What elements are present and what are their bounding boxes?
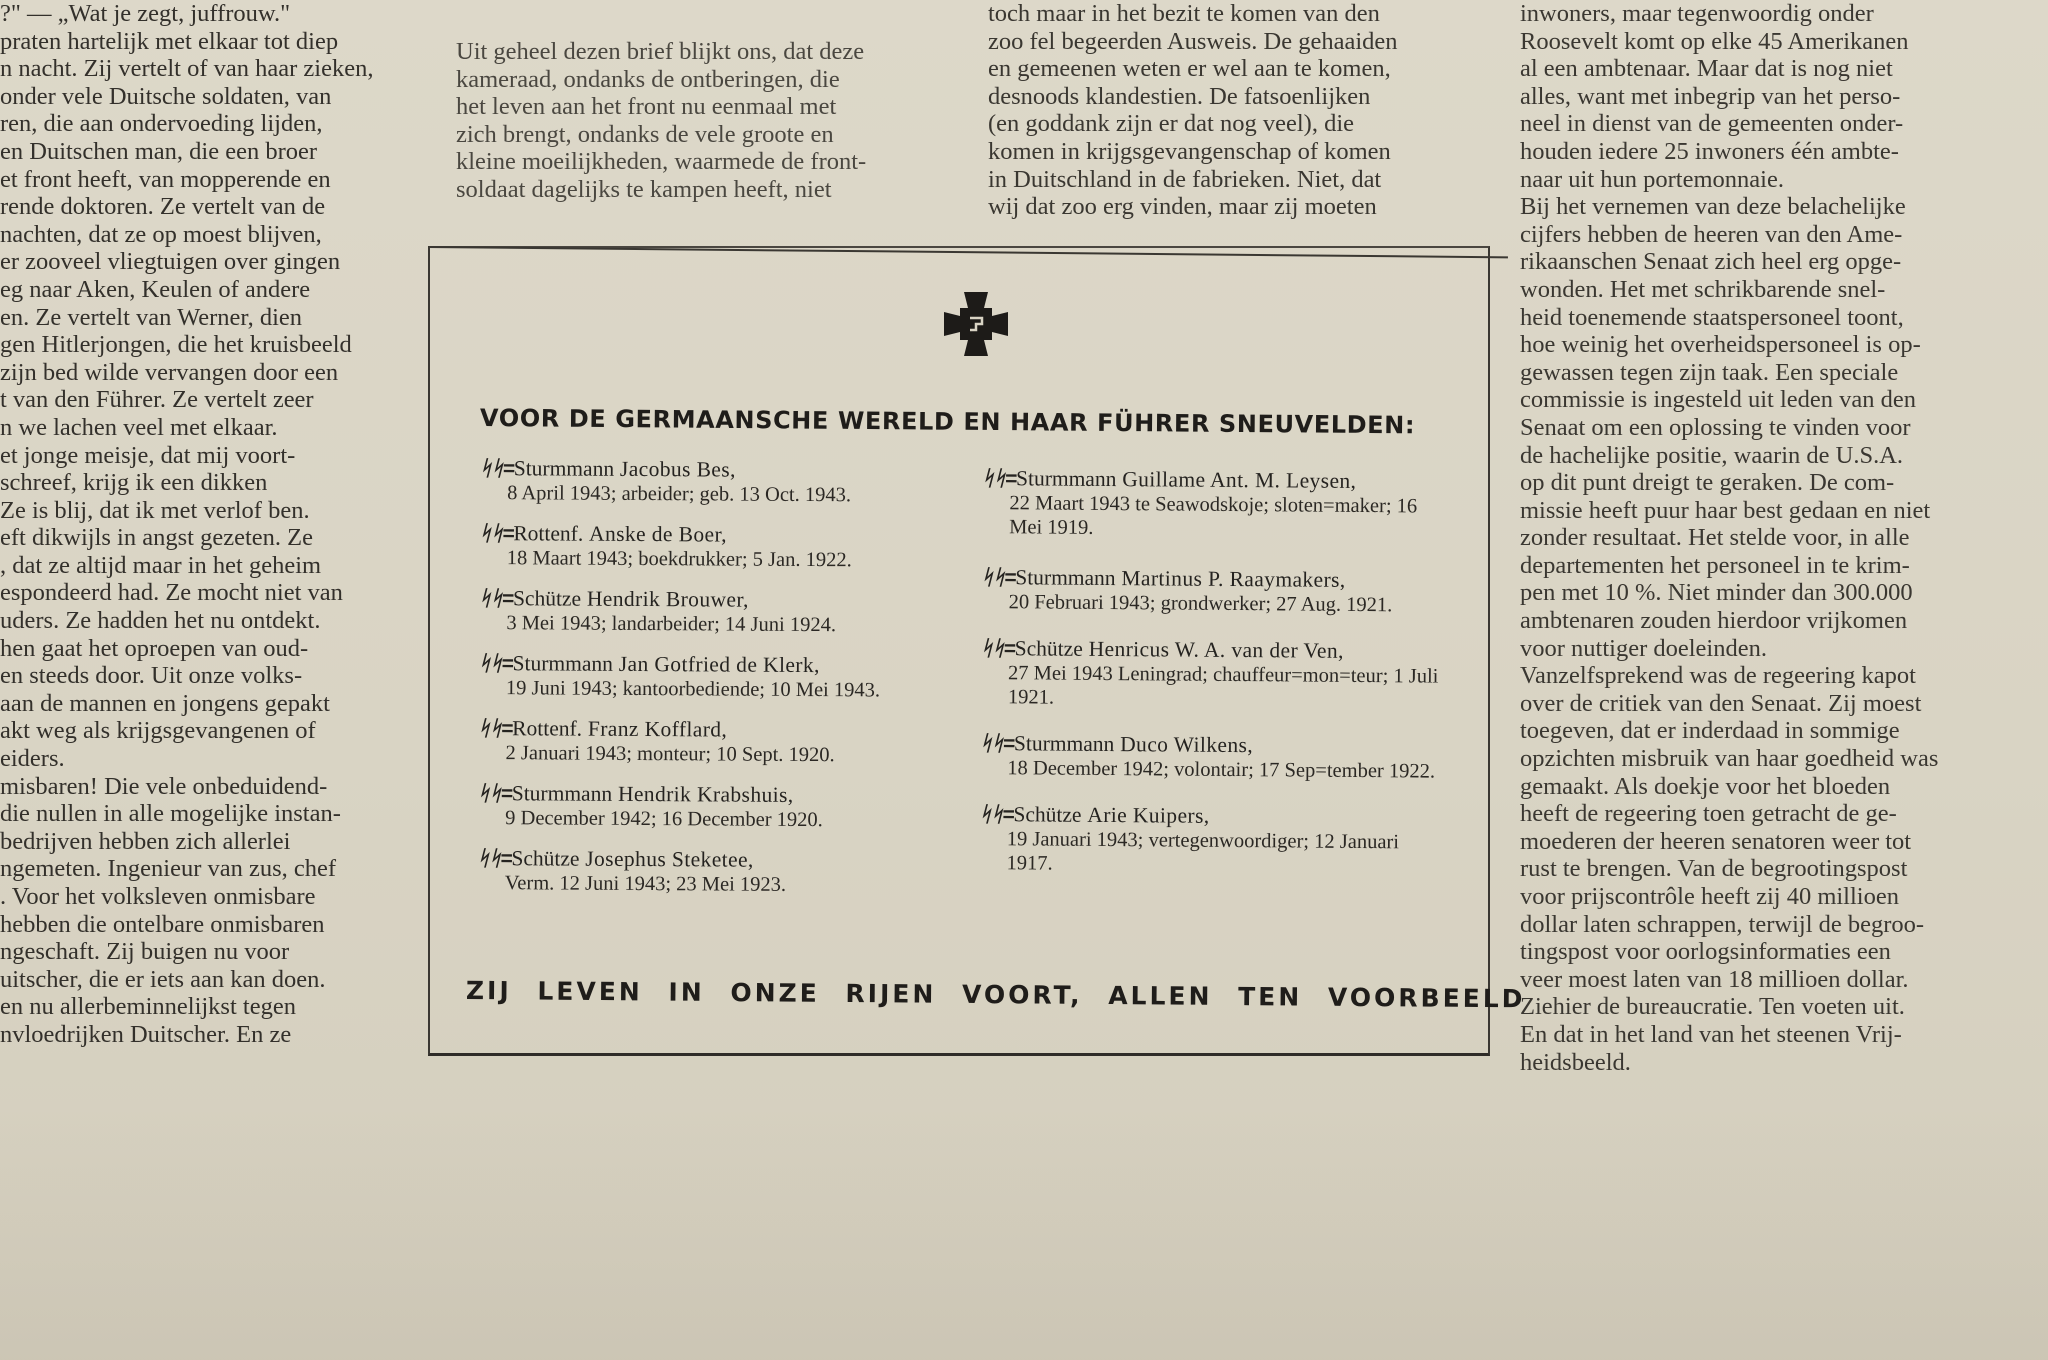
text-line: espondeerd had. Ze mocht niet van — [0, 579, 343, 607]
text-line: over de critiek van den Senaat. Zij moest — [1520, 689, 1922, 717]
entry-person-name: Hendrik Krabshuis, — [617, 781, 794, 807]
text-line: hebben die ontelbare onmisbaren — [0, 910, 325, 938]
text-line: en gemeenen weten er wel aan te komen, — [988, 55, 1391, 83]
entry-person-name: Duco Wilkens, — [1120, 732, 1254, 758]
text-line: eg naar Aken, Keulen of andere — [0, 275, 311, 303]
text-line: ngeschaft. Zij buigen nu voor — [0, 938, 290, 966]
fallen-entry — [479, 521, 939, 573]
text-line: wonden. Het met schrikbarende snel- — [1520, 275, 1886, 303]
column-middle-right — [988, 0, 1496, 221]
text-line: ren, die aan ondervoeding lijden, — [0, 110, 323, 138]
text-line: . Voor het volksleven onmisbare — [0, 883, 316, 910]
entry-rank: Sturmmann — [512, 651, 614, 676]
ss-prefix: ᛋᛋ= — [980, 566, 1016, 590]
entry-rank: Schütze — [1014, 636, 1083, 661]
ss-prefix: ᛋᛋ= — [479, 457, 514, 481]
entry-details: 3 Mei 1943; landarbeider; 14 Juni 1924. — [506, 612, 837, 637]
text-line: rende doktoren. Ze vertelt van de — [0, 193, 326, 221]
text-line: commissie is ingesteld uit leden van den — [1520, 386, 1917, 414]
text-line: zonder resultaat. Het stelde voor, in alle — [1520, 524, 1910, 552]
text-line: pen met 10 %. Niet minder dan 300.000 — [1520, 579, 1913, 607]
entry-person-name: Arie Kuipers, — [1087, 802, 1210, 828]
text-line: t van den Führer. Ze vertelt zeer — [0, 386, 314, 414]
column-middle-left — [456, 38, 956, 204]
fallen-entry — [478, 651, 938, 703]
entry-name — [980, 636, 1450, 665]
text-line: Ze is blij, dat ik met verlof ben. — [0, 496, 310, 524]
text-line: onder vele Duitsche soldaten, van — [0, 82, 332, 110]
text-line: gen Hitlerjongen, die het kruisbeeld — [0, 331, 352, 359]
text-line: n we lachen veel met elkaar. — [0, 413, 278, 441]
text-line: die nullen in alle mogelijke instan- — [0, 800, 341, 828]
text-line: rikaanschen Senaat zich heel erg opge- — [1520, 248, 1902, 276]
entry-rank: Sturmmann — [511, 781, 613, 806]
text-line: en steeds door. Uit onze volks- — [0, 662, 303, 690]
text-line: missie heeft puur haar best gedaan en niet — [1520, 496, 1931, 524]
text-line: ngemeten. Ingenieur van zus, chef — [0, 855, 337, 883]
text-line: al een ambtenaar. Maar dat is nog niet — [1520, 55, 1893, 83]
text-line: uders. Ze hadden het nu ontdekt. — [0, 607, 321, 635]
entry-details: 18 Maart 1943; boekdrukker; 5 Jan. 1922. — [506, 547, 852, 572]
fallen-list-right — [978, 466, 1451, 901]
text-line: Uit geheel dezen brief blijkt ons, dat deze — [456, 38, 865, 65]
text-line: akt weg als krijgsgevangenen of — [0, 717, 316, 745]
text-line: naar uit hun portemonnaie. — [1520, 165, 1784, 193]
text-line: eft dikwijls in angst gezeten. Ze — [0, 524, 313, 552]
text-line: neel in dienst van de gemeenten onder- — [1520, 110, 1904, 138]
entry-person-name: Jan Gotfried de Klerk, — [618, 651, 820, 678]
text-line: Bij het vernemen van deze belachelijke — [1520, 193, 1906, 221]
text-line: eiders. — [0, 745, 65, 773]
entry-details: Verm. 12 Juni 1943; 23 Mei 1923. — [504, 872, 787, 896]
fallen-entry — [478, 586, 938, 638]
text-line: hen gaat het oproepen van oud- — [0, 634, 309, 662]
text-line: toch maar in het bezit te komen van den — [988, 0, 1380, 27]
entry-rank: Sturmmann — [1013, 731, 1115, 757]
text-line: et jonge meisje, dat mij voort- — [0, 441, 296, 469]
entry-person-name: Hendrik Brouwer, — [586, 586, 749, 612]
entry-details: 22 Maart 1943 te Seawodskoje; sloten=maker; 16 Mei 1919. — [1009, 492, 1418, 539]
text-line: Senaat om een oplossing te vinden voor — [1520, 413, 1911, 441]
text-line: soldaat dagelijks te kampen heeft, niet — [456, 175, 832, 203]
text-line: komen in krijgsgevangenschap of komen — [988, 137, 1391, 165]
entry-name — [477, 846, 937, 874]
text-line: en nu allerbeminnelijkst tegen — [0, 993, 296, 1021]
entry-name — [981, 565, 1451, 594]
text-line: hoe weinig het overheidspersoneel is op- — [1520, 331, 1921, 359]
entry-name — [478, 651, 938, 679]
text-line: desnoods klandestien. De fatsoenlijken — [988, 82, 1371, 110]
entry-details: 18 December 1942; volontair; 17 Sep=tember 1922. — [1007, 757, 1436, 783]
fallen-entry — [981, 565, 1451, 618]
entry-name — [478, 716, 938, 744]
text-line: rust te brengen. Van de begrootingspost — [1520, 855, 1908, 883]
entry-name — [479, 456, 939, 484]
text-line: en Duitschen man, die een broer — [0, 137, 318, 165]
text-line: inwoners, maar tegenwoordig onder — [1520, 0, 1874, 27]
entry-details: 20 Februari 1943; grondwerker; 27 Aug. 1921. — [1008, 591, 1393, 617]
text-line: gemaakt. Als doekje voor het bloeden — [1520, 772, 1891, 800]
text-line: uitscher, die er iets aan kan doen. — [0, 965, 326, 993]
text-line: toegeven, dat er inderdaad in sommige — [1520, 717, 1900, 745]
text-line: heid toenemende staatspersoneel toont, — [1520, 303, 1904, 331]
entry-rank: Rottenf. — [512, 716, 583, 741]
entry-rank: Schütze — [512, 586, 582, 611]
entry-name — [979, 731, 1449, 760]
text-line: en. Ze vertelt van Werner, dien — [0, 303, 303, 331]
text-line: in Duitschland in de fabrieken. Niet, dat — [988, 165, 1382, 193]
entry-details: 19 Januari 1943; vertegenwoordiger; 12 Januari 1917. — [1006, 828, 1400, 875]
notice-title: VOOR DE GERMAANSCHE WERELD EN HAAR FÜHRER SNEUVELDEN: — [479, 404, 1416, 440]
entry-rank: Schütze — [1013, 802, 1082, 827]
entry-person-name: Anske de Boer, — [589, 521, 728, 547]
text-line: alles, want met inbegrip van het perso- — [1520, 82, 1901, 110]
text-line: heeft de regeering toen getracht de ge- — [1520, 800, 1897, 828]
column-right — [1520, 0, 2040, 1076]
iron-cross-icon — [940, 288, 1012, 360]
ss-prefix: ᛋᛋ= — [981, 467, 1017, 491]
text-line: n nacht. Zij vertelt of van haar zieken, — [0, 55, 374, 83]
entry-rank: Schütze — [511, 846, 580, 871]
text-line: Vanzelfsprekend was de regeering kapot — [1520, 662, 1916, 690]
text-line: dollar laten schrappen, terwijl de begroo- — [1520, 910, 1925, 938]
page-shadow — [0, 1100, 2048, 1360]
fallen-entry — [979, 731, 1449, 784]
text-line: zich brengt, ondanks de vele groote en — [456, 120, 834, 148]
text-line: kleine moeilijkheden, waarmede de front- — [456, 148, 867, 176]
entry-details: 2 Januari 1943; monteur; 10 Sept. 1920. — [505, 742, 835, 767]
ss-prefix: ᛋᛋ= — [478, 522, 514, 546]
fallen-list-left — [477, 456, 940, 914]
fallen-entry — [478, 716, 938, 768]
ss-prefix: ᛋᛋ= — [980, 637, 1015, 661]
text-line: gewassen tegen zijn taak. Een speciale — [1520, 358, 1899, 386]
text-line: nachten, dat ze op moest blijven, — [0, 220, 322, 248]
ss-prefix: ᛋᛋ= — [477, 716, 513, 741]
text-line: op dit punt dreigt te geraken. De com- — [1520, 469, 1895, 497]
text-line: et front heeft, van mopperende en — [0, 165, 331, 193]
text-line: , dat ze altijd maar in het geheim — [0, 551, 322, 579]
fallen-entry — [479, 456, 939, 508]
entry-rank: Sturmmann — [1015, 466, 1117, 492]
text-line: heidsbeeld. — [1520, 1048, 1631, 1076]
ss-prefix: ᛋᛋ= — [478, 652, 513, 676]
text-line: houden iedere 25 inwoners één ambte- — [1520, 137, 1899, 165]
fallen-entry — [981, 466, 1452, 543]
text-line: moederen der heeren senatoren weer tot — [1520, 827, 1912, 855]
ss-prefix: ᛋᛋ= — [979, 731, 1015, 756]
entry-name — [979, 802, 1449, 831]
text-line: schreef, krijg ik een dikken — [0, 469, 268, 497]
ss-prefix: ᛋᛋ= — [476, 846, 512, 871]
entry-person-name: Martinus P. Raaymakers, — [1121, 566, 1346, 592]
entry-person-name: Franz Kofflard, — [587, 716, 728, 742]
entry-person-name: Josephus Steketee, — [585, 846, 754, 872]
entry-person-name: Guillame Ant. M. Leysen, — [1122, 467, 1357, 493]
entry-details: 9 December 1942; 16 December 1920. — [505, 807, 823, 832]
memorial-notice — [428, 246, 1526, 1056]
text-line: praten hartelijk met elkaar tot diep — [0, 27, 339, 55]
fallen-entry — [980, 636, 1451, 713]
text-line: misbaren! Die vele onbeduidend- — [0, 772, 328, 800]
entry-rank: Sturmmann — [513, 456, 615, 481]
entry-person-name: Jacobus Bes, — [619, 456, 736, 482]
text-line: aan de mannen en jongens gepakt — [0, 689, 330, 717]
text-line: bedrijven hebben zich allerlei — [0, 827, 291, 855]
fallen-entry — [477, 781, 937, 833]
text-line: kameraad, ondanks de ontberingen, die — [456, 65, 840, 93]
text-line: En dat in het land van het steenen Vrij- — [1520, 1020, 1902, 1048]
text-line: ambtenaren zouden hierdoor vrijkomen — [1520, 607, 1908, 635]
entry-name — [981, 466, 1451, 495]
entry-details: 19 Juni 1943; kantoorbediende; 10 Mei 1943. — [505, 677, 881, 702]
column-left — [0, 0, 420, 1049]
notice-footer: ZIJ LEVEN IN ONZE RIJEN VOORT, ALLEN TEN VOORBEELD — [465, 976, 1526, 1014]
entry-name — [478, 586, 938, 614]
fallen-entry — [978, 802, 1449, 879]
entry-name — [479, 521, 939, 549]
text-line: opzichten misbruik van haar goedheid was — [1520, 745, 1939, 773]
text-line: zoo fel begeerden Ausweis. De gehaaiden — [988, 27, 1398, 55]
ss-prefix: ᛋᛋ= — [478, 587, 514, 611]
entry-name — [477, 781, 937, 809]
entry-details: 8 April 1943; arbeider; geb. 13 Oct. 1943. — [507, 482, 852, 507]
fallen-entry — [477, 846, 937, 898]
entry-rank: Rottenf. — [513, 521, 584, 546]
text-line: veer moest laten van 18 millioen dollar. — [1520, 965, 1909, 993]
text-line: wij dat zoo erg vinden, maar zij moeten — [988, 193, 1377, 221]
ss-prefix: ᛋᛋ= — [978, 802, 1014, 827]
text-line: voor prijscontrôle heeft zij 40 millioen — [1520, 883, 1899, 910]
text-line: er zooveel vliegtuigen over gingen — [0, 248, 341, 276]
text-line: departementen het personeel in te krim- — [1520, 551, 1910, 579]
text-line: (en goddank zijn er dat nog veel), die — [988, 110, 1355, 138]
ss-prefix: ᛋᛋ= — [477, 781, 512, 806]
text-line: Roosevelt komt op elke 45 Amerikanen — [1520, 27, 1909, 55]
entry-details: 27 Mei 1943 Leningrad; chauffeur=mon=teur; 1 Juli 1921. — [1007, 662, 1439, 709]
text-line: het leven aan het front nu eenmaal met — [456, 93, 837, 121]
text-line: cijfers hebben de heeren van den Ame- — [1520, 220, 1903, 248]
entry-person-name: Henricus W. A. van der Ven, — [1088, 636, 1344, 663]
text-line: de hachelijke positie, waarin de U.S.A. — [1520, 441, 1904, 469]
text-line: nvloedrijken Duitscher. En ze — [0, 1020, 292, 1048]
text-line: ?" — „Wat je zegt, juffrouw." — [0, 0, 291, 27]
entry-rank: Sturmmann — [1015, 565, 1116, 591]
text-line: zijn bed wilde vervangen door een — [0, 358, 339, 386]
text-line: tingspost voor oorlogsinformaties een — [1520, 938, 1891, 966]
text-line: Ziehier de bureaucratie. Ten voeten uit. — [1520, 993, 1905, 1021]
text-line: voor nuttiger doeleinden. — [1520, 634, 1767, 662]
